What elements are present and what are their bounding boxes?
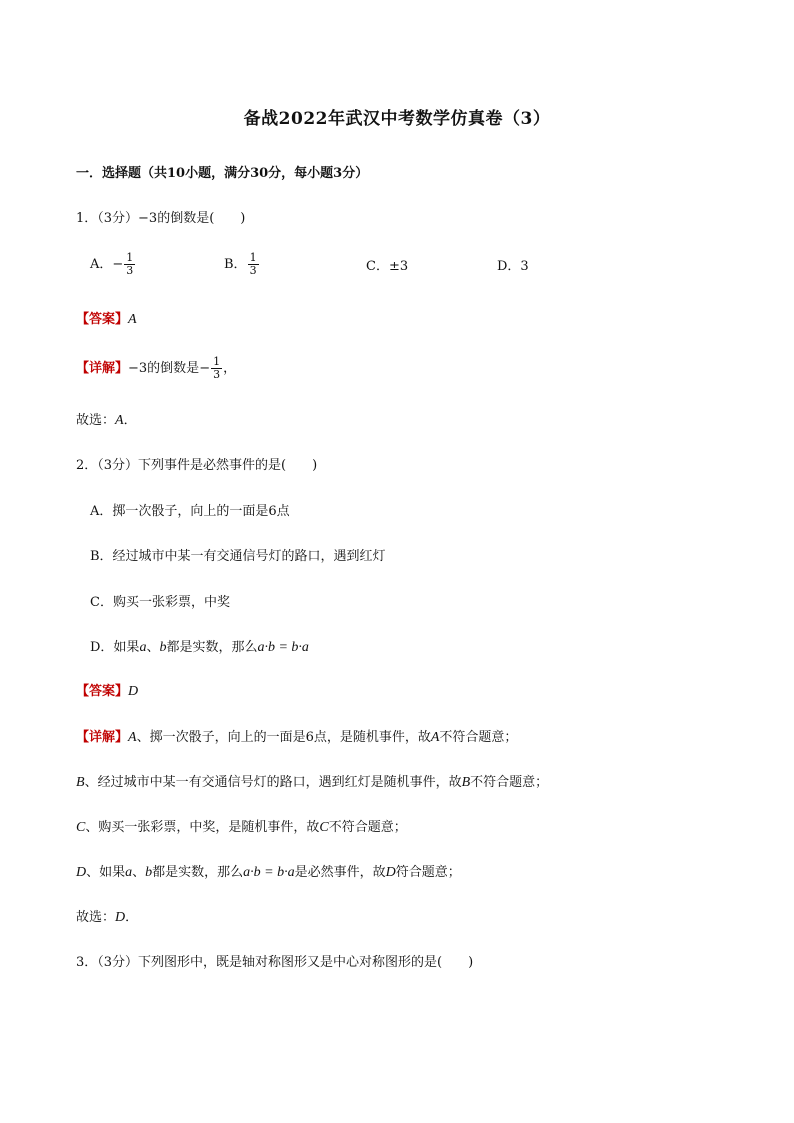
q2-d2-var2: B (461, 775, 471, 790)
q1-option-b-numerator: 1 (249, 251, 257, 264)
q2-d1-var2: A (430, 730, 440, 745)
q2-option-d-prefix: D．如果 (90, 640, 140, 655)
q1-option-b-fraction (248, 252, 259, 277)
section-heading: 一．选择题（共10小题，满分30分，每小题3分） (76, 166, 369, 181)
q2-d4-sep: 、 (132, 865, 146, 880)
q2-option-a: A．掷一次骰子，向上的一面是6点 (90, 504, 290, 519)
q2-choose-prefix: 故选： (76, 910, 116, 925)
q2-d4-b: b (145, 865, 153, 880)
q2-choose-var: D (115, 910, 126, 925)
q2-d3-text: 、购买一张彩票，中奖，是随机事件，故 (85, 820, 320, 835)
q2-d4-a: a (125, 865, 133, 880)
q1-choose-line (76, 412, 137, 430)
q1-option-b (224, 252, 260, 277)
q2-option-d (90, 639, 309, 657)
q2-detail-line-2 (76, 774, 548, 792)
q1-option-d: D．3 (497, 259, 529, 274)
exam-title: 备战2022年武汉中考数学仿真卷（3） (243, 109, 551, 129)
q2-d2-text: 、经过城市中某一有交通信号灯的路口，遇到红灯是随机事件，故 (84, 775, 462, 790)
q2-choose-end: ． (125, 910, 139, 925)
q2-d2-var: B (76, 775, 85, 790)
question-1-stem: 1．（3分）−3的倒数是( ) (76, 211, 246, 226)
q1-detail-end: ， (223, 361, 237, 376)
q2-d1-var: A (128, 730, 137, 745)
q2-answer-tag: 【答案】 (76, 684, 129, 699)
q1-detail-sign: − (199, 361, 211, 376)
q2-option-d-expr: a·b = b·a (257, 640, 309, 655)
q1-choose-prefix: 故选： (76, 413, 116, 428)
q2-d2-end: 不符合题意； (470, 775, 549, 790)
q2-option-d-sep: 、 (146, 640, 160, 655)
q1-detail-denominator: 3 (213, 368, 221, 381)
q2-option-d-a: a (139, 640, 147, 655)
q2-detail-line-3 (76, 819, 407, 837)
q1-answer-tag: 【答案】 (76, 312, 129, 327)
q2-d1-text: 、掷一次骰子，向上的一面是6点，是随机事件，故 (136, 730, 431, 745)
q2-d4-text: 、如果 (86, 865, 126, 880)
q2-option-d-b: b (159, 640, 167, 655)
q1-option-b-label: B． (224, 257, 247, 272)
q1-option-a-denominator: 3 (126, 264, 134, 277)
q2-answer-line (76, 683, 138, 701)
q1-option-a (90, 252, 136, 277)
q2-d3-var2: C (319, 820, 329, 835)
q1-detail-fraction (211, 356, 222, 381)
q2-option-d-mid: 都是实数，那么 (166, 640, 258, 655)
q1-option-b-denominator: 3 (249, 264, 257, 277)
q2-d4-text2: 是必然事件，故 (294, 865, 386, 880)
q2-answer-value: D (128, 684, 139, 699)
q2-d4-var: D (76, 865, 87, 880)
q1-option-a-label: A． (90, 257, 113, 272)
q2-option-c: C．购买一张彩票，中奖 (90, 595, 230, 610)
q1-answer-value: A (128, 312, 137, 327)
q2-detail-line-1 (76, 729, 517, 747)
q2-d4-var2: D (385, 865, 396, 880)
q2-d4-expr: a·b = b·a (243, 865, 295, 880)
q1-option-a-numerator: 1 (126, 251, 134, 264)
q1-detail-line (76, 356, 236, 381)
q2-d4-mid: 都是实数，那么 (152, 865, 244, 880)
q1-choose-var: A (115, 413, 124, 428)
q2-choose-line (76, 909, 138, 927)
q2-d1-end: 不符合题意； (439, 730, 518, 745)
q2-option-b: B．经过城市中某一有交通信号灯的路口，遇到红灯 (90, 549, 386, 564)
q1-answer-line (76, 311, 137, 329)
q1-option-a-fraction (124, 252, 135, 277)
q2-detail-tag: 【详解】 (76, 730, 129, 745)
q1-detail-tag: 【详解】 (76, 361, 129, 376)
q2-d3-var: C (76, 820, 86, 835)
q1-detail-text: −3的倒数是 (128, 361, 200, 376)
q1-choose-end: ． (123, 413, 137, 428)
q2-detail-line-4 (76, 864, 461, 882)
question-3-stem: 3．（3分）下列图形中，既是轴对称图形又是中心对称图形的是( ) (76, 955, 474, 970)
q2-d4-end: 符合题意； (395, 865, 461, 880)
q1-detail-numerator: 1 (213, 355, 221, 368)
q1-option-a-sign: − (112, 257, 124, 272)
q1-option-c: C．±3 (366, 259, 409, 274)
q2-d3-end: 不符合题意； (328, 820, 407, 835)
question-2-stem: 2．（3分）下列事件是必然事件的是( ) (76, 458, 318, 473)
